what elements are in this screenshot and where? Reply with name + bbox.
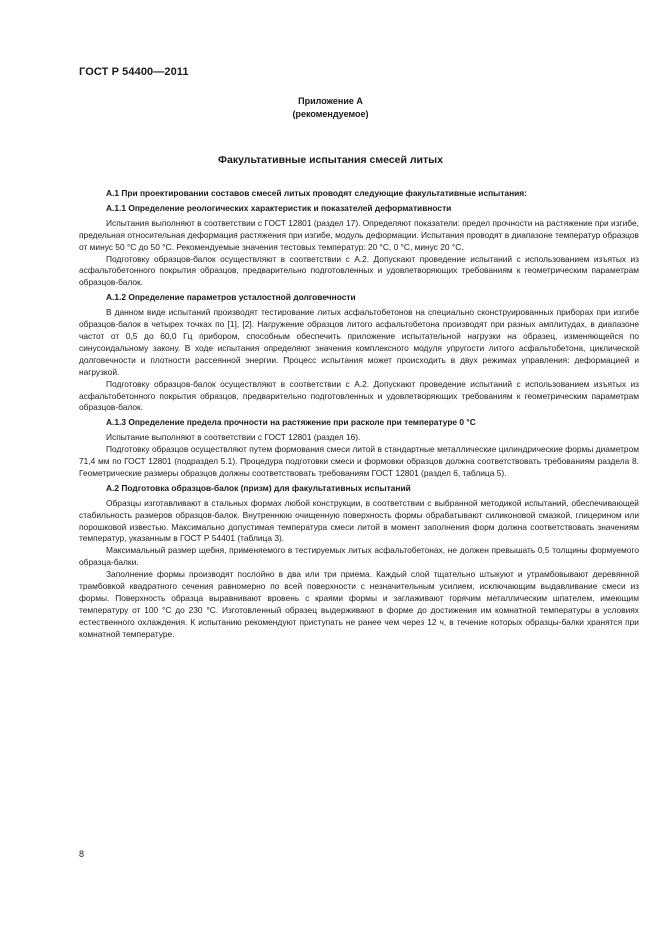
paragraph: Заполнение формы производят послойно в два или три приема. Каждый слой тщательно штыкуют и утрамбовывают деревянной трамбовкой квадратного сечения равномерно по всей поверхности с незначительным усилием, исключающим выдавливание смеси из формы. Поверхность образца выравнивают вровень с краями формы и заглаживают горячим металлическим шпателем, имеющим температуру от 100 °С до 230 °С. Изготовленный образец выдерживают в форме до достижения им комнатной температуры в условиях естественного охлаждения. К испытанию рекомендуют приступать не ранее чем через 12 ч, в течение которых образцы-балки хранятся при комнатной температуре. <box>79 569 639 639</box>
paragraph: Испытание выполняют в соответствии с ГОСТ 12801 (раздел 16). <box>106 432 361 443</box>
annex-heading <box>0 95 661 121</box>
paragraph: Подготовку образцов-балок осуществляют в соответствии с А.2. Допускают проведение испытаний с использованием изъятых из асфальтобетонного покрытия образцов, предварительно подготовленных и удовлетворяющих требованиям к геометрическим параметрам образцов-балок. <box>79 253 639 288</box>
paragraph: Подготовку образцов осуществляют путем формования смеси литой в стандартные металлические цилиндрические формы диаметром 71,4 мм по ГОСТ 12801 (подраздел 5.1). Процедура подготовки смеси и формовки образцов должна соответствовать требованиям раздела 8. Геометрические размеры образцов должны соответствовать требованиям ГОСТ 12801 (раздел 6, таблица 5). <box>79 444 639 478</box>
section-heading-a2: А.2 Подготовка образцов-балок (призм) для факультативных испытаний <box>106 482 411 493</box>
annex-title: Факультативные испытания смесей литых <box>218 154 443 166</box>
standard-header: ГОСТ Р 54400—2011 <box>79 66 189 78</box>
paragraph: Испытания выполняют в соответствии с ГОСТ 12801 (раздел 17). Определяют показатели: предел прочности на растяжение при изгибе, предельная относительная деформация растяжения при изгибе, модуль деформации. Испытания проводят в диапазоне температур образцов от минус 50 °С до 50 °С. Рекомендуемые значения тестовых температур: 20 °С, 0 °С, минус 20 °С. <box>79 217 639 252</box>
paragraph: Подготовку образцов-балок осуществляют в соответствии с А.2. Допускают проведение испытаний с использованием изъятых из асфальтобетонного покрытия образцов, предварительно подготовленных и удовлетворяющих требованиям к геометрическим параметрам образцов-балок. <box>79 378 639 413</box>
section-heading-a1: А.1 При проектировании составов смесей литых проводят следующие факультативные испытания: <box>106 188 527 198</box>
document-body <box>79 188 639 641</box>
section-heading-a1-2: А.1.2 Определение параметров усталостной долговечности <box>106 292 356 303</box>
annex-label: Приложение А <box>298 96 363 106</box>
page-number: 8 <box>79 849 85 859</box>
section-heading-a1-3: А.1.3 Определение предела прочности на растяжение при расколе при температуре 0 °С <box>106 417 476 428</box>
paragraph: Образцы изготавливают в стальных формах любой конструкции, в соответствии с выбранной методикой испытаний, обеспечивающей стабильность размеров образцов-балок. Внутреннюю очищенную поверхность формы обрабатывают силиконовой смазкой, глицерином или порошковой известью. Максимально допустимая температура смеси литой в момент заполнения форм должна соответствовать значениям температур, указанным в ГОСТ Р 54401 (таблица 3). <box>79 497 639 544</box>
paragraph: Максимальный размер щебня, применяемого в тестируемых литых асфальтобетонах, не должен превышать 0,5 толщины формуемого образца-балки. <box>79 545 639 568</box>
section-heading-a1-1: А.1.1 Определение реологических характеристик и показателей деформативности <box>106 202 452 213</box>
paragraph: В данном виде испытаний производят тестирование литых асфальтобетонов на специально сконструированных приборах при изгибе образцов-балок в четырех точках по [1], [2]. Нагружение образцов литого асфальтобетона производят при разных амплитудах, в диапазоне частот от 0,5 до 60,0 Гц прибором, способным обеспечить приложение испытательной нагрузки на образец, изменяющейся по синусоидальному закону. В ходе испытания определяют значения комплексного модуля упругости литого асфальтобетона, циклической долговечности и плотности рассеянной энергии. Процесс испытания может происходить в двух режимах управления: деформацией и нагрузкой. <box>79 307 639 377</box>
annex-status: (рекомендуемое) <box>292 109 369 119</box>
